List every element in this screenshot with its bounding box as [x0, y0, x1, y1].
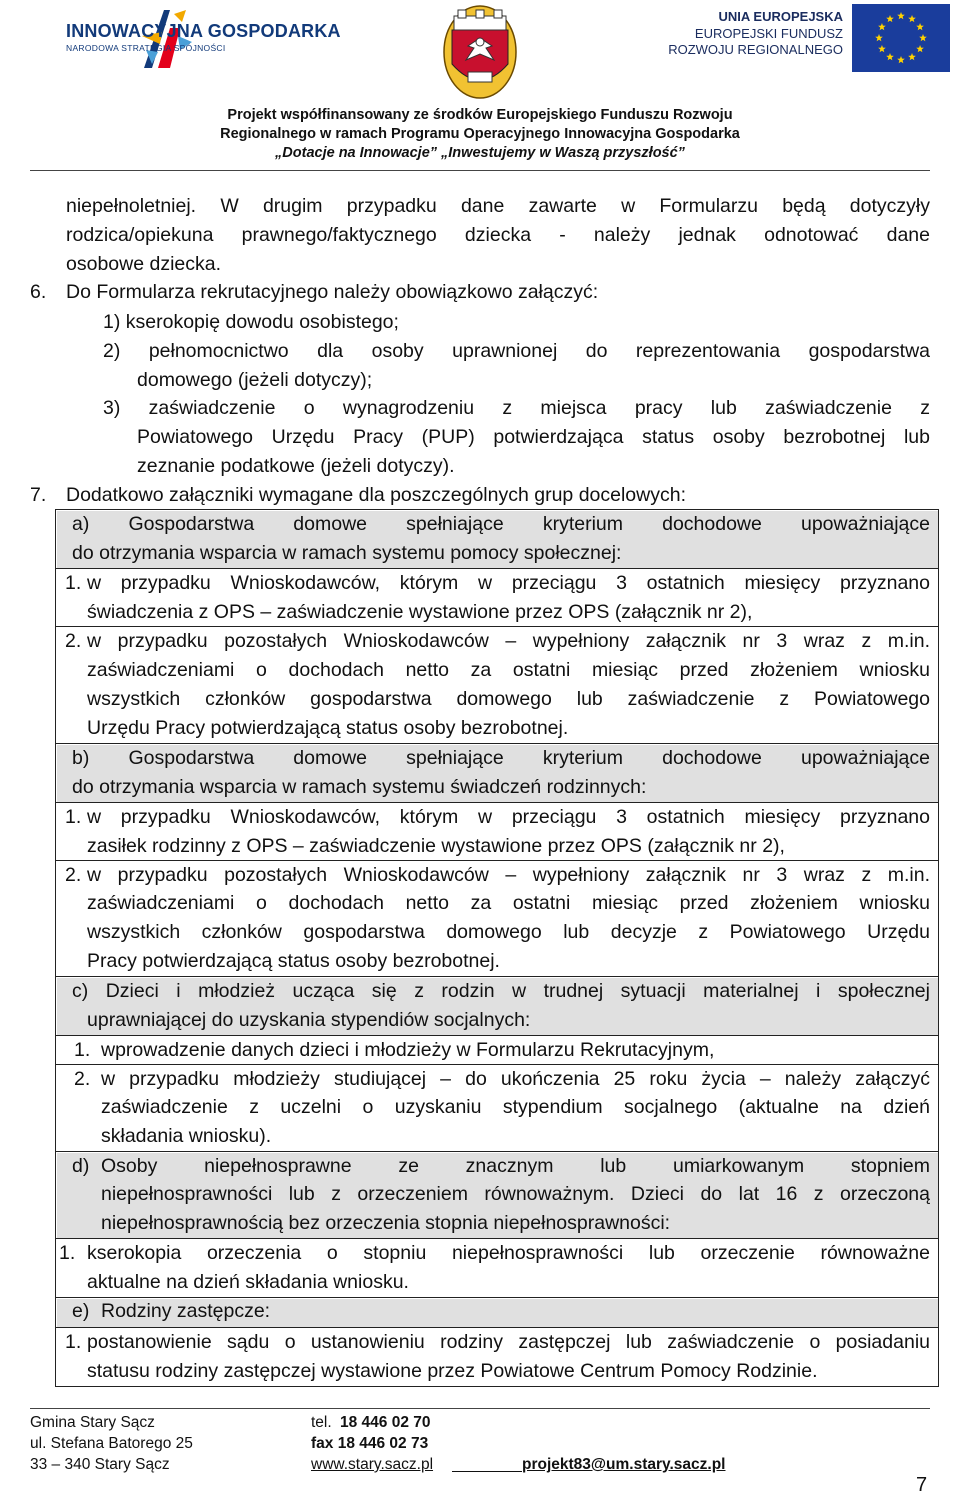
section-a-item-2-cont: Urzędu Pracy potwierdzającą status osoby bezrobotnej.	[87, 717, 569, 739]
section-a-item-1-cont: świadczenia z OPS – zaświadczenie wystawione przez OPS (załącznik nr 2),	[87, 601, 753, 623]
item-number: 1.	[65, 572, 82, 594]
footer-org: Gmina Stary Sącz	[30, 1414, 155, 1431]
project-slogan: „Dotacje na Innowacje” „Inwestujemy w Waszą przyszłość”	[275, 145, 685, 161]
ue-fund-line2: ROZWOJU REGIONALNEGO	[668, 42, 843, 57]
item-number: 1.	[65, 1331, 82, 1353]
section-d-item-1-cont: aktualne na dzień składania wniosku.	[87, 1271, 409, 1293]
point-6-number: 6.	[30, 281, 47, 303]
section-a-item-1: w przypadku Wnioskodawców, którym w przeciągu 3 ostatnich miesięcy przyznano	[87, 572, 930, 594]
ig-logo-subtitle: NARODOWA STRATEGIA SPÓJNOŚCI	[66, 43, 226, 53]
section-c-item-2: w przypadku młodzieży studiującej – do ukończenia 25 roku życia – należy załączyć	[101, 1068, 930, 1090]
footer-fax: fax 18 446 02 73	[311, 1435, 429, 1452]
section-a-item-2: w przypadku pozostałych Wnioskodawców – wypełniony załącznik nr 3 wraz z m.in.	[87, 630, 930, 652]
point-6-heading: Do Formularza rekrutacyjnego należy obowiązkowo załączyć:	[66, 281, 599, 303]
section-a-heading-cont: do otrzymania wsparcia w ramach systemu pomocy społecznej:	[72, 542, 622, 564]
footer-www-link[interactable]: www.stary.sacz.pl	[311, 1456, 434, 1473]
point-6-item-2: 2) pełnomocnictwo dla osoby uprawnionej do reprezentowania gospodarstwa	[103, 340, 930, 362]
intro-line: osobowe dziecka.	[66, 253, 222, 275]
section-e-heading: Rodziny zastępcze:	[101, 1300, 271, 1322]
eu-flag-icon	[852, 4, 950, 72]
point-6-item-3-cont: zeznanie podatkowe (jeżeli dotyczy).	[137, 455, 455, 477]
intro-line: rodzica/opiekuna prawnego/faktycznego dziecka - należy jednak odnotować dane	[66, 224, 930, 246]
section-b-item-2-cont: zaświadczeniami o dochodach netto za ostatni miesiąc przed złożeniem wniosku	[87, 892, 930, 914]
item-number: 2.	[65, 630, 82, 652]
section-b-item-2-cont: Pracy potwierdzającą status osoby bezrobotnej.	[87, 950, 500, 972]
section-b-heading: b) Gospodarstwa domowe spełniające kryterium dochodowe upoważniające	[72, 747, 930, 769]
item-number: 2.	[65, 864, 82, 886]
header-divider	[30, 170, 930, 171]
section-e-item-1: postanowienie sądu o ustanowieniu rodziny zastępczej lub zaświadczenie o posiadaniu	[87, 1331, 930, 1353]
footer-divider	[30, 1408, 930, 1409]
footer-city: 33 – 340 Stary Sącz	[30, 1456, 170, 1473]
footer-street: ul. Stefana Batorego 25	[30, 1435, 193, 1452]
section-b-heading-cont: do otrzymania wsparcia w ramach systemu świadczeń rodzinnych:	[72, 776, 647, 798]
ue-title: UNIA EUROPEJSKA	[718, 9, 843, 24]
footer-tel: 18 446 02 70	[340, 1414, 431, 1431]
section-b-item-2: w przypadku pozostałych Wnioskodawców – wypełniony załącznik nr 3 wraz z m.in.	[87, 864, 930, 886]
section-d-heading: Osoby niepełnosprawne ze znacznym lub umiarkowanym stopniem	[101, 1155, 930, 1177]
section-d-letter: d)	[72, 1155, 90, 1177]
section-c-heading-cont: uprawniającej do uzyskania stypendiów socjalnych:	[87, 1009, 531, 1031]
point-6-item-1: 1) kserokopię dowodu osobistego;	[103, 311, 399, 333]
footer-tel-label: tel.	[311, 1414, 332, 1431]
point-6-item-3: 3) zaświadczenie o wynagrodzeniu z miejsca pracy lub zaświadczenie z	[103, 397, 930, 419]
section-d-heading-cont: niepełnosprawnością bez orzeczenia stopnia niepełnosprawności:	[101, 1212, 671, 1234]
section-c-item-2-cont: składania wniosku).	[101, 1125, 272, 1147]
point-6-item-2-cont: domowego (jeżeli dotyczy);	[137, 369, 373, 391]
section-d-item-1: kserokopia orzeczenia o stopniu niepełnosprawności lub orzeczenie równoważne	[87, 1242, 930, 1264]
section-e-item-1-cont: statusu rodziny zastępczej wystawione przez Powiatowe Centrum Pomocy Rodzinie.	[87, 1360, 818, 1382]
section-e-letter: e)	[72, 1300, 90, 1322]
item-number: 1.	[65, 806, 82, 828]
project-funding-line2: Regionalnego w ramach Programu Operacyjnego Innowacyjna Gospodarka	[220, 126, 740, 142]
section-b-item-2-cont: wszystkich członków gospodarstwa domowego lub decyzje z Powiatowego Urzędu	[87, 921, 930, 943]
point-7-number: 7.	[30, 484, 47, 506]
item-number: 2.	[74, 1068, 91, 1090]
point-6-item-3-cont: Powiatowego Urzędu Pracy (PUP) potwierdzająca status osoby bezrobotnej lub	[137, 426, 930, 448]
page-number: 7	[916, 1474, 928, 1496]
section-c-heading: c) Dzieci i młodzież ucząca się z rodzin w trudnej sytuacji materialnej i społecznej	[72, 980, 930, 1002]
point-7-heading: Dodatkowo załączniki wymagane dla poszczególnych grup docelowych:	[66, 484, 687, 506]
project-funding-line1: Projekt współfinansowany ze środków Europejskiego Funduszu Rozwoju	[227, 107, 733, 123]
section-c-item-2-cont: zaświadczenie z uczelni o uzyskaniu stypendium socjalnego (aktualne na dzień	[101, 1096, 930, 1118]
section-b-item-1: w przypadku Wnioskodawców, którym w przeciągu 3 ostatnich miesięcy przyznano	[87, 806, 930, 828]
section-a-item-2-cont: wszystkich członków gospodarstwa domowego lub zaświadczenie z Powiatowego	[87, 688, 930, 710]
footer-email-link[interactable]: projekt83@um.stary.sacz.pl	[522, 1456, 726, 1473]
section-a-heading: a) Gospodarstwa domowe spełniające kryterium dochodowe upoważniające	[72, 513, 930, 535]
intro-line: niepełnoletniej. W drugim przypadku dane zawarte w Formularzu będą dotyczyły	[66, 195, 930, 217]
item-number: 1.	[74, 1039, 91, 1061]
section-c-item-1: wprowadzenie danych dzieci i młodzieży w Formularzu Rekrutacyjnym,	[101, 1039, 715, 1061]
section-a-item-2-cont: zaświadczeniami o dochodach netto za ostatni miesiąc przed złożeniem wniosku	[87, 659, 930, 681]
section-b-item-1-cont: zasiłek rodzinny z OPS – zaświadczenie wystawione przez OPS (załącznik nr 2),	[87, 835, 785, 857]
ig-logo-title: INNOWACYJNA GOSPODARKA	[66, 21, 341, 41]
stary-sacz-crest	[440, 2, 520, 102]
ue-fund-line1: EUROPEJSKI FUNDUSZ	[694, 26, 843, 41]
item-number: 1.	[59, 1242, 76, 1264]
section-d-heading-cont: niepełnosprawności lub z orzeczeniem równoważnym. Dzieci do lat 16 z orzeczoną	[101, 1183, 930, 1205]
footer-link-underline	[452, 1471, 522, 1472]
